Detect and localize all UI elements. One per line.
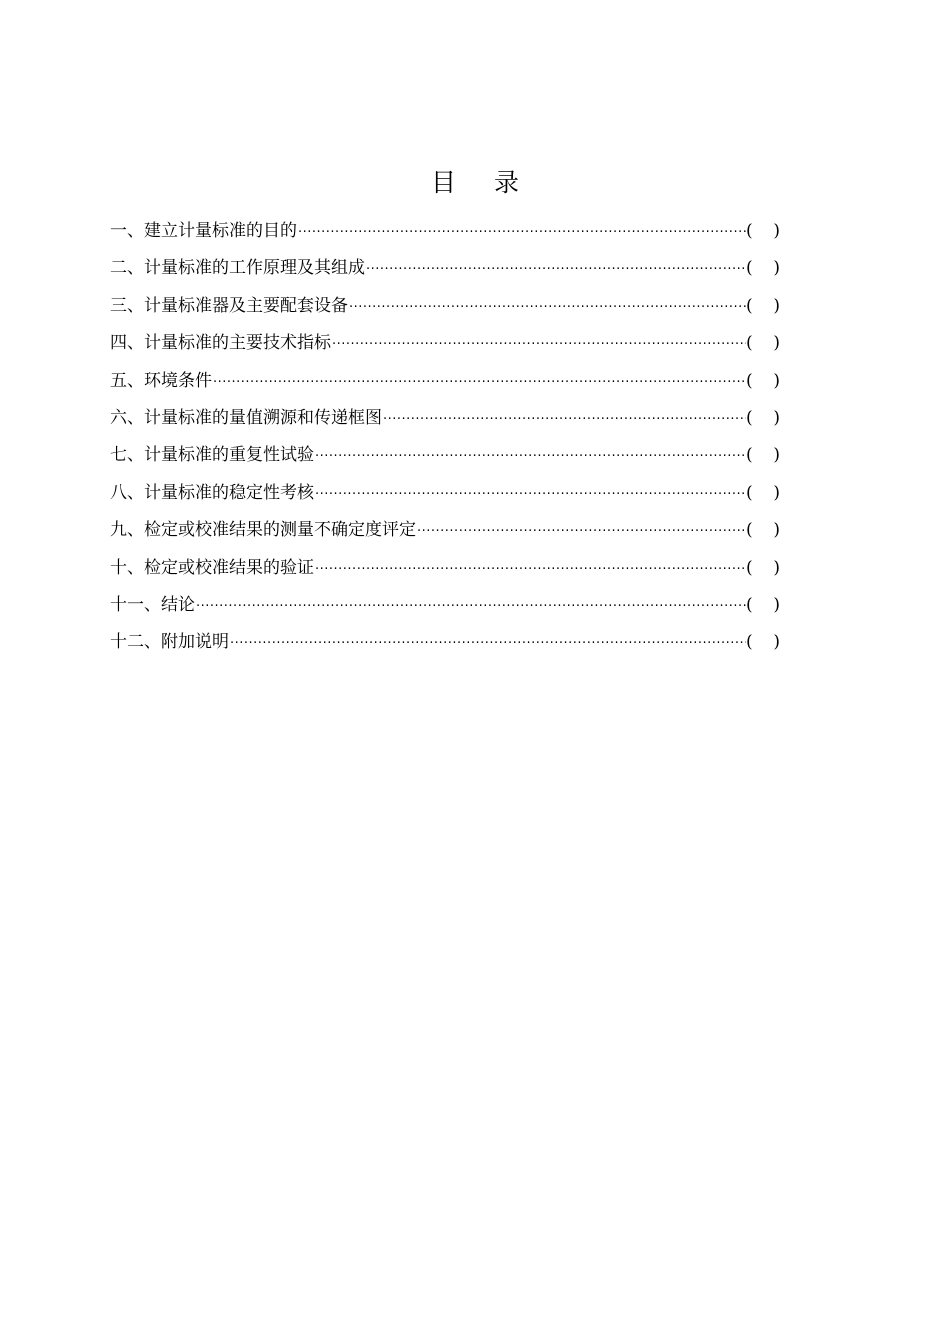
toc-entry-separator: 、 — [127, 221, 144, 241]
page-paren-close: ) — [773, 333, 780, 354]
page-paren-open: ( — [746, 594, 753, 615]
title-char-1: 目 — [430, 168, 456, 197]
page-paren-close: ) — [773, 221, 780, 241]
toc-leader-dots — [314, 443, 746, 471]
toc-entry — [110, 254, 780, 291]
toc-page-number — [746, 329, 780, 357]
toc-leader-dots — [416, 518, 746, 546]
toc-entry — [110, 554, 780, 591]
page-paren-open: ( — [746, 520, 753, 541]
toc-entry-separator: 、 — [127, 407, 144, 428]
page-paren-open: ( — [746, 407, 753, 428]
toc-leader-dots — [212, 369, 746, 397]
toc-page-number — [746, 292, 780, 320]
toc-page-number — [746, 217, 780, 245]
toc-entry-label: 结论 — [161, 594, 195, 615]
page-paren-close: ) — [773, 295, 780, 316]
toc-entry-number: 七 — [110, 445, 127, 466]
page-paren-close: ) — [773, 520, 780, 541]
toc-entry-separator: 、 — [127, 333, 144, 354]
toc-entry-label: 计量标准器及主要配套设备 — [144, 295, 348, 316]
toc-page-number — [746, 516, 780, 544]
toc-leader-dots — [314, 556, 746, 584]
page-paren-close: ) — [773, 258, 780, 279]
toc-leader-dots — [314, 481, 746, 509]
page-paren-close: ) — [773, 370, 780, 391]
toc-entry-separator: 、 — [144, 632, 161, 653]
toc-entry-label: 计量标准的重复性试验 — [144, 445, 314, 466]
toc-entry-separator: 、 — [127, 520, 144, 541]
toc-entry-number: 六 — [110, 407, 127, 428]
page-paren-close: ) — [773, 632, 780, 653]
toc-entry-label: 附加说明 — [161, 632, 229, 653]
toc-entry-label: 检定或校准结果的测量不确定度评定 — [144, 520, 416, 541]
page-paren-open: ( — [746, 482, 753, 503]
toc-entry-label: 环境条件 — [144, 370, 212, 391]
toc-entry-number: 九 — [110, 520, 127, 541]
toc-leader-dots — [229, 630, 746, 658]
page-paren-close: ) — [773, 445, 780, 466]
toc-entry-label: 计量标准的量值溯源和传递框图 — [144, 407, 382, 428]
toc-entry-number: 四 — [110, 333, 127, 354]
toc-page-number — [746, 404, 780, 432]
toc-entry-separator: 、 — [127, 557, 144, 578]
toc-entry-label: 计量标准的稳定性考核 — [144, 482, 314, 503]
toc-leader-dots — [365, 256, 746, 284]
toc-entry-label: 检定或校准结果的验证 — [144, 557, 314, 578]
toc-entry-number: 五 — [110, 370, 127, 391]
toc-entry — [110, 217, 780, 254]
page-paren-close: ) — [773, 594, 780, 615]
toc-entry-separator: 、 — [127, 295, 144, 316]
page-paren-open: ( — [746, 632, 753, 653]
page-paren-close: ) — [773, 482, 780, 503]
toc-entry-separator: 、 — [127, 482, 144, 503]
toc-entry — [110, 591, 780, 628]
toc-entry-number: 十一 — [110, 594, 144, 615]
toc-entry — [110, 628, 780, 665]
toc-leader-dots — [382, 406, 746, 434]
page-paren-open: ( — [746, 557, 753, 578]
toc-entry-separator: 、 — [127, 445, 144, 466]
toc-entry-number: 十二 — [110, 632, 144, 653]
page-paren-close: ) — [773, 407, 780, 428]
toc-page-number — [746, 254, 780, 282]
toc-entry — [110, 479, 780, 516]
toc-page-number — [746, 479, 780, 507]
toc-entry-number: 十 — [110, 557, 127, 578]
toc-entry-number: 二 — [110, 258, 127, 279]
toc-entry-label: 建立计量标准的目的 — [144, 221, 297, 241]
toc-page-number — [746, 591, 780, 619]
page-paren-open: ( — [746, 295, 753, 316]
toc-entry — [110, 441, 780, 478]
toc-entry — [110, 404, 780, 441]
toc-leader-dots — [331, 331, 746, 359]
toc-page-number — [746, 441, 780, 469]
toc-entry-separator: 、 — [144, 594, 161, 615]
page-paren-open: ( — [746, 370, 753, 391]
toc-entry-number: 八 — [110, 482, 127, 503]
toc-leader-dots — [348, 294, 746, 322]
toc-page-number — [746, 554, 780, 582]
toc-entry-separator: 、 — [127, 258, 144, 279]
toc-entry-separator: 、 — [127, 370, 144, 391]
page-paren-close: ) — [773, 557, 780, 578]
toc-entry-label: 计量标准的主要技术指标 — [144, 333, 331, 354]
toc-page-number — [746, 367, 780, 395]
toc-leader-dots — [297, 219, 746, 247]
toc-leader-dots — [195, 593, 746, 621]
toc-entry — [110, 329, 780, 366]
page-title — [0, 166, 950, 200]
toc-entry-number: 一 — [110, 221, 127, 241]
page-paren-open: ( — [746, 258, 753, 279]
toc-page-number — [746, 628, 780, 656]
page-paren-open: ( — [746, 445, 753, 466]
toc-entry-label: 计量标准的工作原理及其组成 — [144, 258, 365, 279]
title-char-2: 录 — [494, 168, 520, 197]
toc-entry — [110, 292, 780, 329]
page-paren-open: ( — [746, 333, 753, 354]
table-of-contents — [110, 217, 780, 666]
toc-entry — [110, 367, 780, 404]
page-paren-open: ( — [746, 221, 753, 241]
toc-entry — [110, 516, 780, 553]
toc-entry-number: 三 — [110, 295, 127, 316]
